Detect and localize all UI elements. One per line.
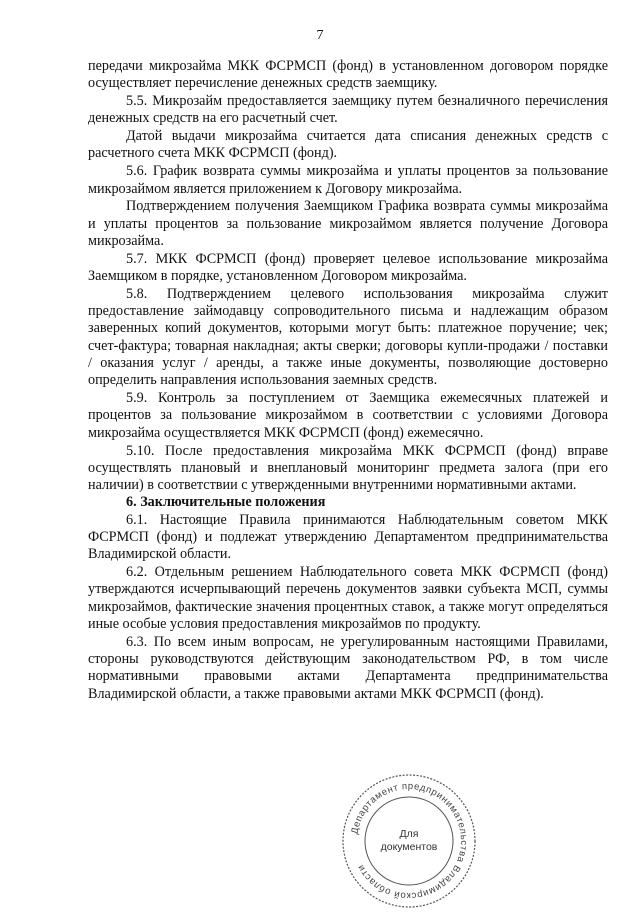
stamp-seal <box>340 772 478 910</box>
paragraph: Датой выдачи микрозайма считается дата списания денежных средств с расчетного счета МКК ФСРМСП (фонд). <box>88 128 608 162</box>
paragraph: 5.10. После предоставления микрозайма МКК ФСРМСП (фонд) вправе осуществлять плановый и внеплановый мониторинг предмета залога (при его наличии) в соответствии с утвержденными внутренними нормативными актами. <box>88 442 608 494</box>
paragraph: передачи микрозайма МКК ФСРМСП (фонд) в установленном договором порядке осуществляет перечисление денежных средств заемщику. <box>88 58 608 92</box>
paragraph: 6.1. Настоящие Правила принимаются Наблюдательным советом МКК ФСРМСП (фонд) и подлежат утверждению Департаментом предпринимательства Владимирской области. <box>88 511 608 563</box>
paragraph: 6.3. По всем иным вопросам, не урегулированным настоящими Правилами, стороны руководствуются действующим законодательством РФ, в том числе нормативными правовыми актами Департамента предпринимательства Владимирской области, а также правовыми актами МКК ФСРМСП (фонд). <box>88 633 608 702</box>
paragraph: Подтверждением получения Заемщиком Графика возврата суммы микрозайма и уплаты процентов за пользование микрозаймом является получение Договора микрозайма. <box>88 198 608 249</box>
paragraph: 5.6. График возврата суммы микрозайма и уплаты процентов за пользование микрозаймом является приложением к Договору микрозайма. <box>88 163 608 197</box>
paragraph: 5.8. Подтверждением целевого использования микрозайма служит предоставление займодавцу сопроводительного письма и надлежащим образом заверенных копий документов, которыми могут быть: платежное поручение; чек; счет-фактура; товарная накладная; акты сверки; договоры купли-продажи / поставки / оказания услуг / аренды, а также иные документы, позволяющие достоверно определить направления использования заемных средств. <box>88 285 608 389</box>
page-number: 7 <box>316 28 324 43</box>
stamp-center-line1: Для <box>399 828 419 840</box>
section-title: 6. Заключительные положения <box>126 494 326 511</box>
stamp-center <box>340 772 478 910</box>
paragraph: 5.9. Контроль за поступлением от Заемщика ежемесячных платежей и процентов за пользование микрозаймом в соответствии с условиями Договора микрозайма осуществляется МКК ФСРМСП (фонд) ежемесячно. <box>88 390 608 441</box>
stamp-center-line2: документов <box>380 841 438 853</box>
paragraph: 5.5. Микрозайм предоставляется заемщику путем безналичного перечисления денежных средств на его расчетный счет. <box>88 93 608 127</box>
svg-text:Департамент предпринимательств: Департамент предпринимательства Владимирской области <box>349 780 470 902</box>
paragraph: 6.2. Отдельным решением Наблюдательного совета МКК ФСРМСП (фонд) утверждаются исчерпывающий перечень документов заявки субъекта МСП, суммы микрозаймов, фактические значения процентных ставок, а также могут определяться иные особые условия предоставления микрозаймов по продукту. <box>88 564 608 632</box>
paragraph: 5.7. МКК ФСРМСП (фонд) проверяет целевое использование микрозайма Заемщиком в порядке, установленном Договором микрозайма. <box>88 250 608 285</box>
document-body <box>88 58 608 703</box>
paragraphs-section-5 <box>88 58 608 494</box>
paragraphs-section-6 <box>88 512 608 703</box>
